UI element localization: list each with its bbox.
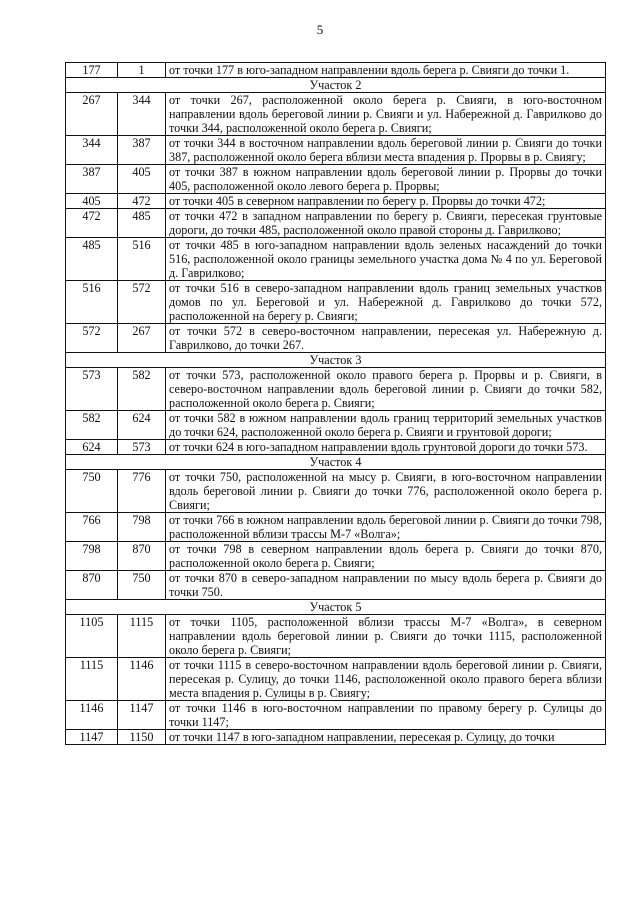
boundary-description-cell: от точки 624 в юго-западном направлении вдоль грунтовой дороги до точки 573. <box>166 440 606 455</box>
point-to-cell: 405 <box>118 165 166 194</box>
point-from-cell: 387 <box>66 165 118 194</box>
point-from-cell: 766 <box>66 513 118 542</box>
boundary-description-cell: от точки 267, расположенной около берега р. Свияги, в юго-восточном направлении вдоль береговой линии р. Свияги и ул. Набережной д. Гаврилково до точки 344, расположенной около берега р. Свияги; <box>166 93 606 136</box>
boundary-description-cell: от точки 516 в северо-западном направлении вдоль границ земельных участков домов по ул. Береговой и ул. Набережной д. Гаврилково до точки 572, расположенной на берегу р. Свияги; <box>166 281 606 324</box>
point-to-cell: 870 <box>118 542 166 571</box>
section-header-row <box>66 600 606 615</box>
table-row <box>66 542 606 571</box>
point-to-cell: 1146 <box>118 658 166 701</box>
point-to-cell: 387 <box>118 136 166 165</box>
table-row <box>66 136 606 165</box>
section-title: Участок 2 <box>66 78 606 93</box>
boundary-table-body <box>66 63 606 745</box>
boundary-description-cell: от точки 573, расположенной около правого берега р. Прорвы и р. Свияги, в северо-восточном направлении вдоль береговой линии р. Свияги до точки 582, расположенной около берега р. Свияги; <box>166 368 606 411</box>
table-row <box>66 194 606 209</box>
point-to-cell: 573 <box>118 440 166 455</box>
table-row <box>66 93 606 136</box>
point-to-cell: 516 <box>118 238 166 281</box>
table-row <box>66 701 606 730</box>
table-row <box>66 571 606 600</box>
section-title: Участок 3 <box>66 353 606 368</box>
section-header-row <box>66 78 606 93</box>
section-title: Участок 4 <box>66 455 606 470</box>
section-header-row <box>66 353 606 368</box>
boundary-description-cell: от точки 485 в юго-западном направлении вдоль зеленых насаждений до точки 516, расположенной около границы земельного участка дома № 4 по ул. Береговой д. Гаврилково; <box>166 238 606 281</box>
point-from-cell: 1115 <box>66 658 118 701</box>
point-to-cell: 344 <box>118 93 166 136</box>
table-row <box>66 324 606 353</box>
table-row <box>66 238 606 281</box>
table-row <box>66 368 606 411</box>
point-to-cell: 1115 <box>118 615 166 658</box>
point-to-cell: 1150 <box>118 730 166 745</box>
point-from-cell: 472 <box>66 209 118 238</box>
point-to-cell: 776 <box>118 470 166 513</box>
boundary-description-cell: от точки 405 в северном направлении по берегу р. Прорвы до точки 472; <box>166 194 606 209</box>
table-row <box>66 63 606 78</box>
boundary-description-cell: от точки 572 в северо-восточном направлении, пересекая ул. Набережную д. Гаврилково, до точки 267. <box>166 324 606 353</box>
boundary-description-cell: от точки 582 в южном направлении вдоль границ территорий земельных участков до точки 624, расположенной около берега р. Свияги и грунтовой дороги; <box>166 411 606 440</box>
point-from-cell: 267 <box>66 93 118 136</box>
table-row <box>66 730 606 745</box>
boundary-description-cell: от точки 177 в юго-западном направлении вдоль берега р. Свияги до точки 1. <box>166 63 606 78</box>
table-row <box>66 411 606 440</box>
point-from-cell: 572 <box>66 324 118 353</box>
point-to-cell: 472 <box>118 194 166 209</box>
table-row <box>66 513 606 542</box>
point-to-cell: 798 <box>118 513 166 542</box>
point-from-cell: 344 <box>66 136 118 165</box>
boundary-description-cell: от точки 1146 в юго-восточном направлении по правому берегу р. Сулицы до точки 1147; <box>166 701 606 730</box>
table-row <box>66 440 606 455</box>
boundary-description-cell: от точки 798 в северном направлении вдоль берега р. Свияги до точки 870, расположенной около берега р. Свияги; <box>166 542 606 571</box>
section-header-row <box>66 455 606 470</box>
point-to-cell: 572 <box>118 281 166 324</box>
point-from-cell: 798 <box>66 542 118 571</box>
boundary-description-cell: от точки 1147 в юго-западном направлении, пересекая р. Сулицу, до точки <box>166 730 606 745</box>
table-row <box>66 658 606 701</box>
boundary-description-cell: от точки 387 в южном направлении вдоль береговой линии р. Прорвы до точки 405, расположенной около левого берега р. Прорвы; <box>166 165 606 194</box>
table-row <box>66 281 606 324</box>
table-row <box>66 209 606 238</box>
point-from-cell: 870 <box>66 571 118 600</box>
point-from-cell: 405 <box>66 194 118 209</box>
point-from-cell: 516 <box>66 281 118 324</box>
boundary-table <box>65 62 606 745</box>
boundary-description-cell: от точки 344 в восточном направлении вдоль береговой линии р. Свияги до точки 387, расположенной около берега вблизи места впадения р. Прорвы в р. Свиягу; <box>166 136 606 165</box>
point-to-cell: 582 <box>118 368 166 411</box>
point-to-cell: 267 <box>118 324 166 353</box>
boundary-description-cell: от точки 766 в южном направлении вдоль береговой линии р. Свияги до точки 798, расположенной вблизи трассы М-7 «Волга»; <box>166 513 606 542</box>
point-from-cell: 485 <box>66 238 118 281</box>
table-row <box>66 615 606 658</box>
section-title: Участок 5 <box>66 600 606 615</box>
point-to-cell: 750 <box>118 571 166 600</box>
boundary-description-cell: от точки 1115 в северо-восточном направлении вдоль береговой линии р. Свияги, пересекая р. Сулицу, до точки 1146, расположенной около правого берега вблизи места впадения р. Сулицы в р. Свиягу; <box>166 658 606 701</box>
point-to-cell: 624 <box>118 411 166 440</box>
boundary-description-cell: от точки 750, расположенной на мысу р. Свияги, в юго-восточном направлении вдоль береговой линии р. Свияги до точки 776, расположенной около берега р. Свияги; <box>166 470 606 513</box>
boundary-description-cell: от точки 1105, расположенной вблизи трассы М-7 «Волга», в северном направлении вдоль береговой линии р. Свияги до точки 1115, расположенной около берега р. Свияги; <box>166 615 606 658</box>
point-from-cell: 1146 <box>66 701 118 730</box>
table-row <box>66 165 606 194</box>
point-from-cell: 1105 <box>66 615 118 658</box>
point-to-cell: 1147 <box>118 701 166 730</box>
point-from-cell: 582 <box>66 411 118 440</box>
point-from-cell: 750 <box>66 470 118 513</box>
point-from-cell: 1147 <box>66 730 118 745</box>
boundary-description-cell: от точки 472 в западном направлении по берегу р. Свияги, пересекая грунтовые дороги, до точки 485, расположенной около правой стороны д. Гаврилково; <box>166 209 606 238</box>
point-from-cell: 624 <box>66 440 118 455</box>
page-number: 5 <box>316 22 324 37</box>
table-row <box>66 470 606 513</box>
point-to-cell: 1 <box>118 63 166 78</box>
boundary-description-cell: от точки 870 в северо-западном направлении по мысу вдоль берега р. Свияги до точки 750. <box>166 571 606 600</box>
point-to-cell: 485 <box>118 209 166 238</box>
point-from-cell: 573 <box>66 368 118 411</box>
point-from-cell: 177 <box>66 63 118 78</box>
